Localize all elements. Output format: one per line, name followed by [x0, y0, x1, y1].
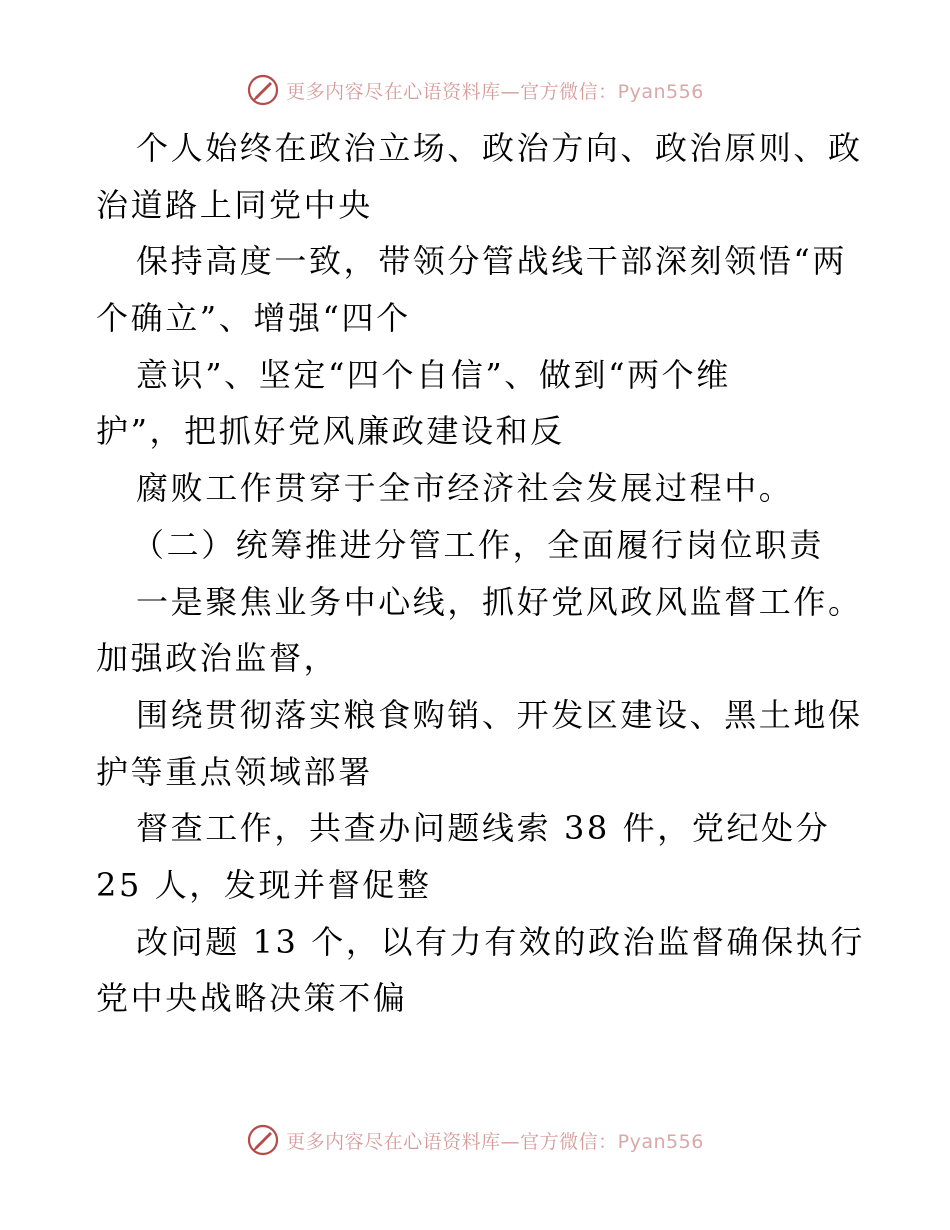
- watermark-text-cn: 更多内容尽在心语资料库—官方微信：: [286, 1130, 618, 1153]
- body-line: 党中央战略决策不偏: [96, 979, 408, 1018]
- body-line: 腐败工作贯穿于全市经济社会发展过程中。: [136, 469, 794, 508]
- quill-seal-icon: [246, 73, 280, 107]
- body-line: 护等重点领域部署: [96, 752, 373, 791]
- watermark-text-cn: 更多内容尽在心语资料库—官方微信：: [286, 80, 618, 103]
- body-line: 治道路上同党中央: [96, 185, 373, 224]
- watermark-text-en: Pyan556: [617, 80, 704, 103]
- header-watermark: [0, 70, 950, 110]
- footer-watermark: [0, 1120, 950, 1160]
- body-line: 25 人，发现并督促整: [96, 865, 432, 904]
- body-line: 围绕贯彻落实粮食购销、开发区建设、黑土地保: [136, 695, 863, 734]
- document-body: [96, 120, 866, 1027]
- body-line: 个人始终在政治立场、政治方向、政治原则、政: [136, 129, 863, 167]
- watermark-text-en: Pyan556: [617, 1130, 704, 1153]
- body-line: 督查工作，共查办问题线索 38 件，党纪处分: [136, 809, 831, 848]
- body-line-heading: （二）统筹推进分管工作，全面履行岗位职责: [132, 525, 825, 564]
- body-line: 保持高度一致，带领分管战线干部深刻领悟“两: [136, 242, 847, 281]
- body-line: 加强政治监督，: [96, 639, 339, 678]
- body-line: 意识”、坚定“四个自信”、做到“两个维: [136, 355, 731, 394]
- watermark-text: [286, 1127, 704, 1154]
- body-line: 一是聚焦业务中心线，抓好党风政风监督工作。: [136, 582, 863, 621]
- body-line: 护”，把抓好党风廉政建设和反: [96, 412, 565, 451]
- quill-seal-icon: [246, 1123, 280, 1157]
- body-line: 改问题 13 个，以有力有效的政治监督确保执行: [136, 922, 865, 961]
- watermark-text: [286, 77, 704, 104]
- body-line: 个确立”、增强“四个: [96, 299, 411, 338]
